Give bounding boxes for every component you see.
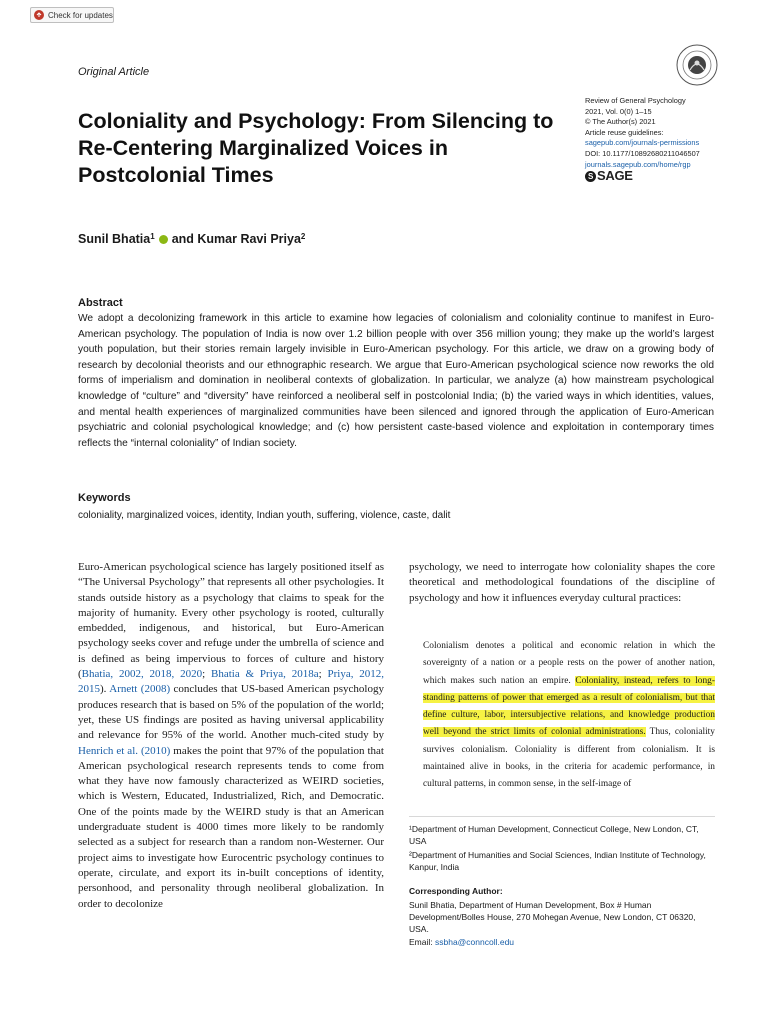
body-right-intro: psychology, we need to interrogate how coloniality shapes the core theoretical and methodological foundations of the discipline of psychology and how it influences everyday cultural practices: (409, 561, 715, 604)
corresponding-author-text (409, 899, 715, 948)
footnote-2: ²Department of Humanities and Social Sciences, Indian Institute of Technology, Kanpur, India (409, 850, 706, 873)
keywords-text: coloniality, marginalized voices, identity, Indian youth, suffering, violence, caste, dalit (78, 510, 451, 521)
journal-home-link[interactable]: journals.sagepub.com/home/rgp (585, 159, 691, 169)
body-text: makes the point that 97% of the population that American psychological research represents tends to come from what they have now famously characterized as WEIRD societies, which is Western, Educated, Industrialized, Rich, and Democratic. One of the points made by the WEIRD study is that an American undergraduate student is 4000 times more likely to be randomly selected as a subject for research than a random non-Westerner. Our project aims to investigate how Eurocentric psychology continues to operate, circulate, and export its in-built conceptions of identity, personhood, and personality through neoliberal globalization. In order to decolonize (78, 744, 384, 910)
author-1-affiliation: 1 (150, 232, 155, 241)
citation-link[interactable]: Bhatia & Priya, 2018a (211, 668, 319, 681)
check-for-updates-badge[interactable] (30, 7, 114, 23)
citation-link[interactable]: Priya, 2012, 2015 (78, 668, 384, 696)
citation-link[interactable]: Arnett (2008) (109, 683, 171, 696)
article-type-label: Original Article (78, 66, 150, 78)
footnote-divider (409, 816, 715, 817)
journal-info (585, 96, 745, 182)
journal-seal-logo (676, 44, 718, 86)
sage-s-icon: S (585, 171, 596, 182)
check-for-updates-label: Check for updates (48, 10, 113, 20)
corresponding-author-email-line (409, 936, 715, 948)
footnote-1: ¹Department of Human Development, Connecticut College, New London, CT, USA (409, 824, 699, 847)
body-text: Euro-American psychological science has largely positioned itself as “The Universal Psychology” that represents all other psychologies. It stands outside history as a psychology that claims to speak for the majority of humanity. Every other psychology is rooted, culturally embedded, indigenous, and historical, but Euro-American psychology seeks cover and refuge under the umbrella of science and is defined as being impervious to forces of culture and history ( (78, 561, 384, 681)
article-title: Coloniality and Psychology: From Silencing to Re-Centering Marginalized Voices in Postcolonial Times (78, 109, 554, 187)
quote-text: Thus, coloniality survives colonialism. Coloniality is different from colonialism. It is maintained alive in books, in the criteria for academic performance, in cultural patterns, in common sense, in the self-image of (423, 727, 715, 790)
permissions-link[interactable]: sagepub.com/journals-permissions (585, 138, 700, 148)
separator: ; (202, 668, 211, 681)
block-quote (423, 638, 715, 796)
abstract-heading: Abstract (78, 297, 123, 309)
body-text: concludes that US-based American psychology produces research that is based on 5% of the population of the world; yet, these US findings are posited as having universal applicability and relevance for 95% of the world. Another much-cited study by (78, 683, 384, 742)
author-1-name: Sunil Bhatia (78, 232, 151, 246)
update-icon (34, 10, 44, 20)
journal-copyright: © The Author(s) 2021 (585, 117, 656, 127)
email-label: Email: (409, 936, 435, 947)
body-text: ). (100, 683, 110, 696)
author-line (78, 232, 305, 246)
journal-volume: 2021, Vol. 0(0) 1–15 (585, 106, 652, 116)
quote-text: Colonialism denotes a political and economic relation in which the sovereignty of a nation or a people rests on the power of another nation, which makes such nation an empire. (423, 641, 715, 686)
email-link[interactable]: ssbha@conncoll.edu (434, 936, 515, 947)
corresponding-author-address: Sunil Bhatia, Department of Human Development, Box # Human Development/Bolles House, 270 Mohegan Avenue, New London, CT 06320, USA. (409, 900, 696, 935)
journal-doi: DOI: 10.1177/10892680211046507 (585, 148, 700, 158)
abstract-text: We adopt a decolonizing framework in this article to examine how legacies of colonialism and coloniality continue to manifest in Euro-American psychology. The population of India is now over 1.2 billion people with over 356 million young; they make up the world’s largest youth population, but their stories remain largely invisible in Euro-American psychology. For this article, we draw on a growing body of research by decolonial theorists and our ethnographic research. We argue that Euro-American psychological science now reworks the old forms of imperialism and domination in neoliberal contexts of globalization. In particular, we analyze (a) how mainstream psychological knowledge of “culture” and “diversity” have reinforced a neoliberal self in postcolonial India; (b) the varied ways in which identities, values, and mental health experiences of marginalized communities have been silenced and ignored through the application of Euro-American psychiatric and colonial psychological knowledge; and (c) how persistent caste-based violence and exploitation in contemporary times reflects the “internal coloniality” of Indian society. (78, 313, 714, 449)
sage-wordmark: SAGE (597, 168, 633, 184)
journal-name: Review of General Psychology (585, 96, 686, 105)
orcid-icon[interactable] (159, 235, 168, 244)
citation-link[interactable]: Bhatia, 2002, 2018, 2020 (81, 668, 203, 681)
separator: ; (318, 668, 328, 681)
keywords-heading: Keywords (78, 492, 131, 504)
author-2-affiliation: 2 (300, 232, 306, 241)
corresponding-author-heading: Corresponding Author: (409, 886, 503, 896)
journal-reuse: Article reuse guidelines: (585, 127, 664, 137)
sage-logo (585, 168, 745, 184)
author-2-name: and Kumar Ravi Priya (171, 232, 301, 246)
citation-link[interactable]: Henrich et al. (2010) (78, 744, 171, 757)
body-left-column (78, 560, 384, 957)
quote-highlight: Coloniality, instead, refers to long-standing patterns of power that emerged as a result of colonialism, but that define culture, labor, intersubjective relations, and knowledge production well beyond the strict limits of colonial administrations. (423, 675, 715, 738)
